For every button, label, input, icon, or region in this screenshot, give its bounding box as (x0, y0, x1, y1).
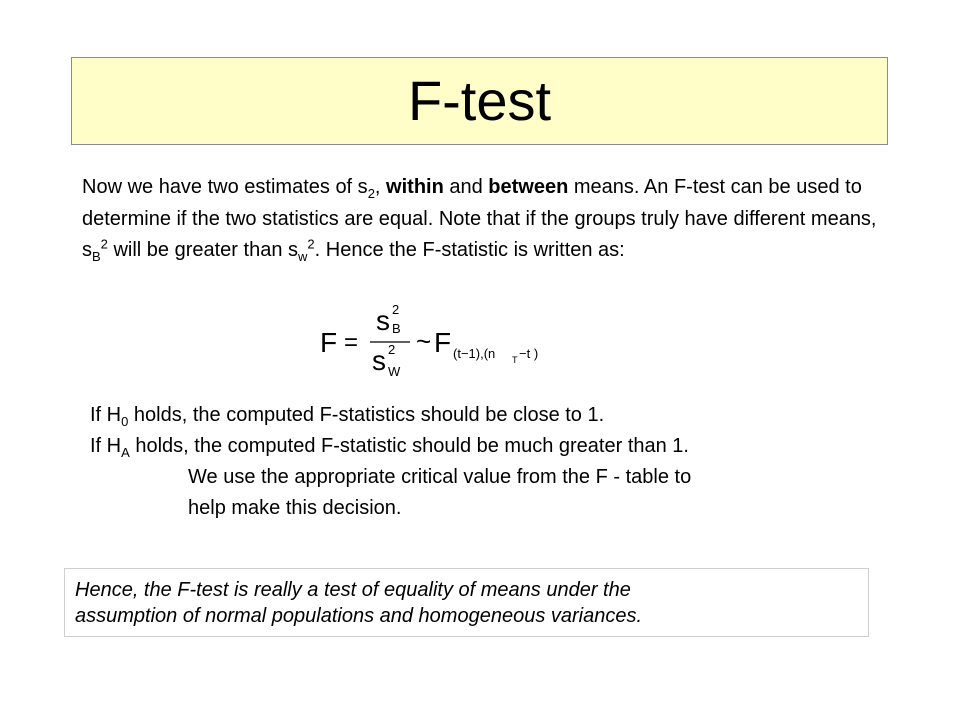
page-title: F-test (407, 69, 552, 132)
ha-text-b: holds, the computed F-statistic should be much greater than 1. (129, 435, 689, 457)
formula-rhs-sub-b: −t ) (519, 346, 539, 361)
intro-text-1: Now we have two estimates of s (82, 176, 368, 198)
conditions-block (90, 400, 880, 524)
formula-rhs-sub-t: T (512, 355, 518, 365)
formula-tilde: ~ (416, 326, 432, 356)
h0-text-b: holds, the computed F-statistics should be close to 1. (128, 404, 605, 426)
formula-rhs: F (434, 327, 452, 358)
formula-equals: = (344, 329, 359, 356)
formula-lhs: F (320, 327, 338, 358)
title-box (71, 57, 888, 145)
formula-num-sub: B (392, 321, 401, 336)
formula-num-sup: 2 (392, 302, 400, 317)
formula-rhs-sub-a: (t−1),(n (453, 346, 496, 361)
formula-den-s: s (372, 345, 386, 376)
h0-sub: 0 (121, 414, 129, 429)
within-bold: within (386, 176, 444, 198)
h0-line (90, 400, 880, 431)
f-statistic-formula (320, 302, 580, 382)
intro-text-5: will be greater than s (107, 239, 299, 261)
formula-svg (320, 302, 580, 382)
intro-text-4: means. An F-test can be used to determine if the two statistics are equal. Note that if the groups truly have different means, s (82, 176, 877, 261)
intro-sup-b: 2 (100, 236, 108, 252)
formula-den-sup: 2 (388, 342, 396, 357)
intro-paragraph (82, 172, 882, 267)
intro-sub-1: 2 (367, 186, 375, 201)
ha-sub: A (121, 445, 130, 460)
critical-value-line: We use the appropriate critical value from the F - table to (188, 466, 692, 488)
ha-line (90, 431, 880, 462)
ha-text-a: If H (90, 435, 122, 457)
between-bold: between (488, 176, 569, 198)
intro-text-2: , (374, 176, 387, 198)
intro-sup-w: 2 (307, 236, 315, 252)
formula-num-s: s (376, 305, 390, 336)
conclusion-note (64, 568, 869, 637)
intro-text-3: and (443, 176, 489, 198)
intro-sub-w: w (298, 249, 308, 264)
decision-line: help make this decision. (188, 497, 402, 519)
intro-sub-b: B (92, 249, 101, 264)
formula-den-sub: W (388, 364, 401, 379)
h0-text-a: If H (90, 404, 122, 426)
note-line-1: Hence, the F-test is really a test of equality of means under the (75, 579, 631, 601)
intro-text-6: . Hence the F-statistic is written as: (314, 239, 625, 261)
note-line-2: assumption of normal populations and homogeneous variances. (75, 605, 643, 627)
